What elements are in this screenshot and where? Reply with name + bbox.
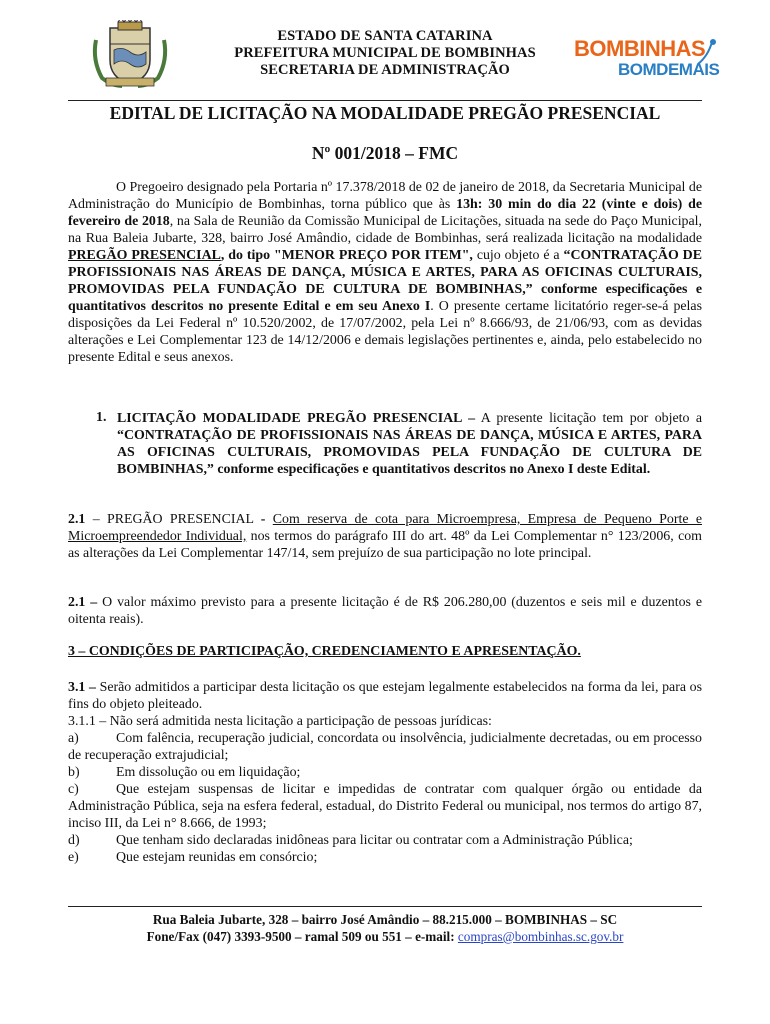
letterhead <box>200 28 570 79</box>
footer <box>68 911 702 945</box>
section-2-1-value-paragraph: 2.1 – O valor máximo previsto para a presente licitação é de R$ 206.280,00 (duzentos e seis mil e duzentos e oitenta reais). <box>68 595 703 627</box>
municipal-crest-icon <box>88 20 172 90</box>
list-item-c: c) Que estejam suspensas de licitar e impedidas de contratar com qualquer órgão ou entidade da Administração Pública, seja na esfera federal, estadual, do Distrito Federal ou municipal, nos termos do artigo 87, inciso III, da Lei n° 8.666, de 1993; <box>68 782 702 831</box>
logo-sub-text: BOMDEMAIS <box>618 60 720 79</box>
section-1-paragraph: LICITAÇÃO MODALIDADE PREGÃO PRESENCIAL – A presente licitação tem por objeto a “CONTRATAÇÃO DE PROFISSIONAIS NAS ÁREAS DE DANÇA, MÚSICA E ARTES, PARA AS OFICINAS CULTURAIS, PROMOVIDAS PELA FUNDAÇÃO DE CULTURA DE BOMBINHAS,” conforme especificações e quantitativos descritos no Anexo I deste Edital. <box>117 411 702 477</box>
header-rule <box>68 100 702 101</box>
secretariat-name: SECRETARIA DE ADMINISTRAÇÃO <box>260 62 510 78</box>
section-2-1-paragraph: 2.1 – PREGÃO PRESENCIAL - Com reserva de cota para Microempresa, Empresa de Pequeno Porte e Microempreendedor Individual, nos termos do parágrafo III do art. 48º da Lei Complementar n° 123/2006, com as alterações da Lei Complementar 147/14, sem prejuízo de sua participação no lote principal. <box>68 512 702 561</box>
section-1-number: 1. <box>96 410 107 425</box>
footer-address: Rua Baleia Jubarte, 328 – bairro José Amândio – 88.215.000 – BOMBINHAS – SC <box>152 912 618 927</box>
logo-swoosh-icon <box>694 38 720 68</box>
logo-main-text: BOMBINHAS <box>574 36 706 61</box>
document-number: Nº 001/2018 – FMC <box>311 143 459 163</box>
footer-rule <box>68 906 702 907</box>
state-name: ESTADO DE SANTA CATARINA <box>277 28 493 44</box>
footer-contact: Fone/Fax (047) 3393-9500 – ramal 509 ou 551 – e-mail: compras@bombinhas.sc.gov.br <box>146 929 624 944</box>
list-item-b: b) Em dissolução ou em liquidação; <box>68 765 301 780</box>
intro-paragraph: O Pregoeiro designado pela Portaria nº 17.378/2018 de 02 de janeiro de 2018, da Secretaria Municipal de Administração do Município de Bombinhas, torna público que às 13h: 30 min do dia 22 (vinte e dois) de fevereiro de 2018, na Sala de Reunião da Comissão Municipal de Licitações, situada na sede do Paço Municipal, na Rua Baleia Jubarte, 328, bairro José Amândio, cidade de Bombinhas, será realizada licitação na modalidade PREGÃO PRESENCIAL, do tipo "MENOR PREÇO POR ITEM", cujo objeto é a “CONTRATAÇÃO DE PROFISSIONAIS NAS ÁREAS DE DANÇA, MÚSICA E ARTES, PARA AS OFICINAS CULTURAIS, PROMOVIDAS PELA FUNDAÇÃO DE CULTURA DE BOMBINHAS,” conforme especificações e quantitativos descritos no presente Edital e em seu Anexo I. O presente certame licitatório reger-se-á pelas disposições da Lei Federal nº 10.520/2002, de 17/07/2002, pela Lei nº 8.666/93, de 21/06/93, com as devidas alterações e Lei Complementar 123 de 14/12/2006 e demais legislações pertinentes e, ainda, pelo estabelecido no presente Edital e seus anexos. <box>68 180 703 365</box>
list-item-d: d) Que tenham sido declaradas inidôneas para licitar ou contratar com a Administração Pública; <box>68 833 633 848</box>
email-link[interactable]: compras@bombinhas.sc.gov.br <box>457 929 624 944</box>
prefecture-name: PREFEITURA MUNICIPAL DE BOMBINHAS <box>234 45 536 61</box>
document-title: EDITAL DE LICITAÇÃO NA MODALIDADE PREGÃO PRESENCIAL <box>109 103 661 123</box>
bombinhas-logo <box>574 36 724 84</box>
list-item-e: e) Que estejam reunidas em consórcio; <box>68 850 318 865</box>
list-item-a: a) Com falência, recuperação judicial, concordata ou insolvência, judicialmente decretadas, ou em processo de recuperação extrajudicial; <box>68 731 702 763</box>
section-3-heading: 3 – CONDIÇÕES DE PARTICIPAÇÃO, CREDENCIAMENTO E APRESENTAÇÃO. <box>68 644 581 659</box>
section-3-1-paragraph: 3.1 – Serão admitidos a participar desta licitação os que estejam legalmente estabelecidos na forma da lei, para os fins do objeto pleiteado. <box>68 680 703 712</box>
section-3-1-1-paragraph: 3.1.1 – Não será admitida nesta licitação a participação de pessoas jurídicas: <box>68 714 492 729</box>
